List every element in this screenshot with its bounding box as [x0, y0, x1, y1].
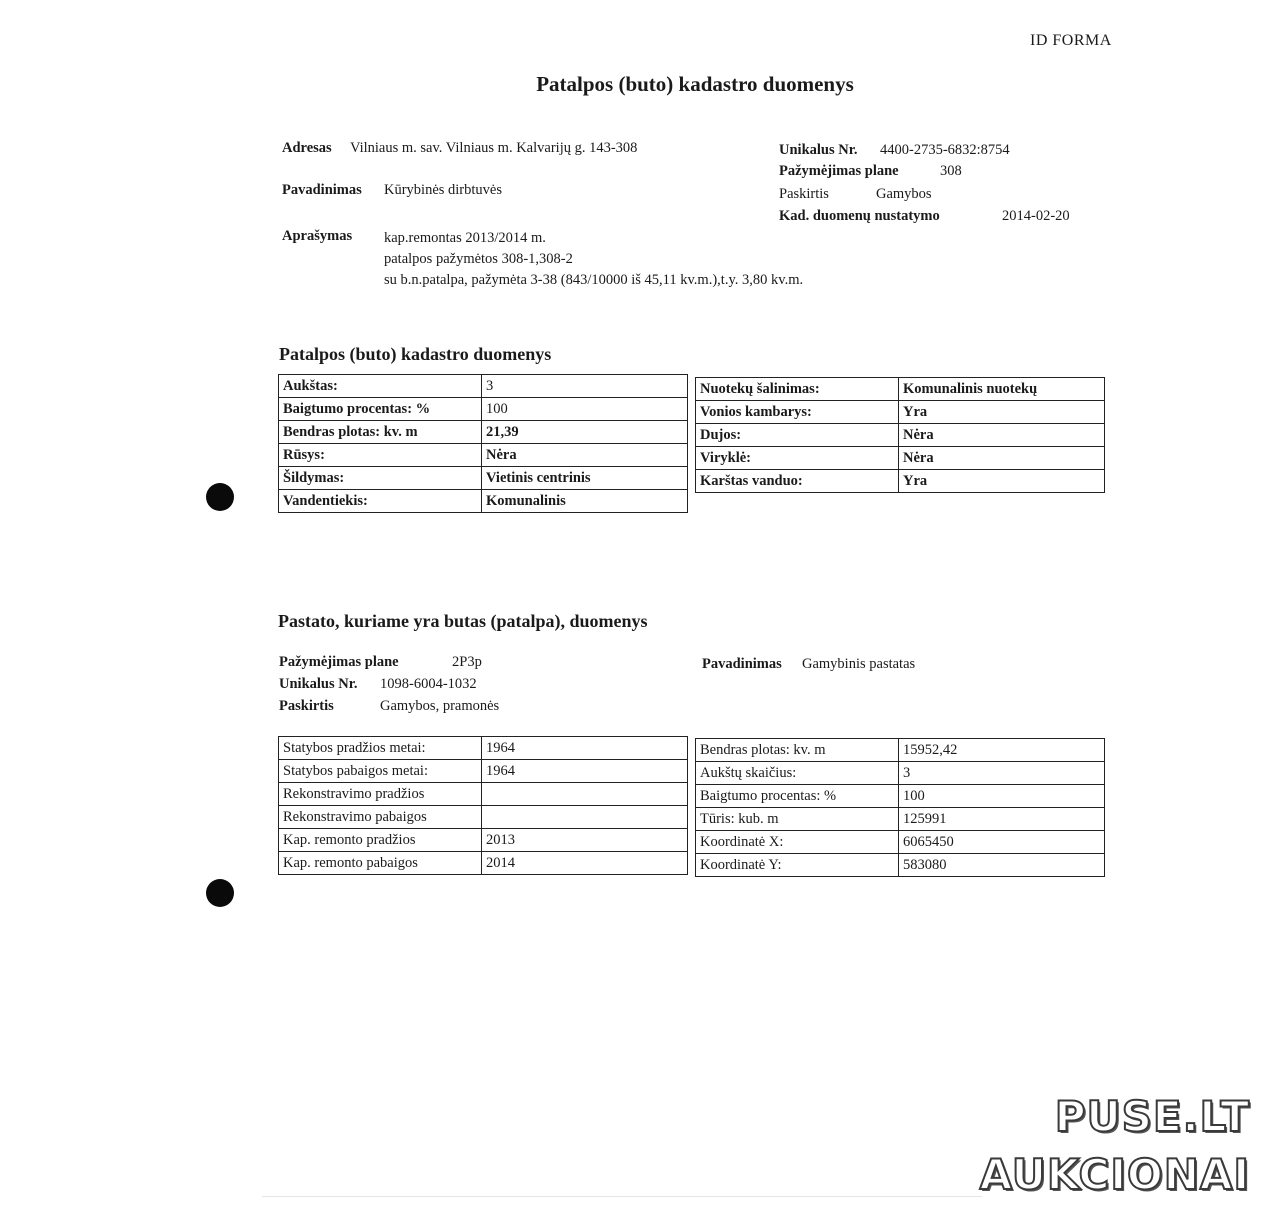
aprasymas-line: su b.n.patalpa, pažymėta 3-38 (843/10000 iš 45,11 kv.m.),t.y. 3,80 kv.m. [384, 272, 804, 288]
table-cell-label: Baigtumo procentas: % [279, 398, 482, 421]
table-row [696, 785, 1105, 808]
aprasymas-line: patalpos pažymėtos 308-1,308-2 [384, 251, 573, 267]
table-cell-value: 100 [899, 785, 1105, 808]
form-id: ID FORMA [1030, 32, 1112, 49]
table-cell-value: Nėra [899, 424, 1105, 447]
watermark-line1: PUSE.LT [1054, 1092, 1250, 1141]
table-cell-label: Šildymas: [279, 467, 482, 490]
aprasymas-lines [384, 228, 803, 291]
table-row [279, 375, 688, 398]
table-cell-value: 6065450 [899, 831, 1105, 854]
bld-pazymejimas-label: Pažymėjimas plane [279, 654, 399, 670]
table-cell-label: Kap. remonto pradžios [279, 829, 482, 852]
table-row [696, 470, 1105, 493]
table-cell-label: Vandentiekis: [279, 490, 482, 513]
table-cell-label: Kap. remonto pabaigos [279, 852, 482, 875]
premises-section-title: Patalpos (buto) kadastro duomenys [279, 344, 552, 364]
paskirtis-value: Gamybos [876, 186, 932, 202]
table-cell-label: Vonios kambarys: [696, 401, 899, 424]
table-cell-label: Koordinatė Y: [696, 854, 899, 877]
scan-edge-line [262, 1196, 982, 1197]
table-cell-label: Bendras plotas: kv. m [696, 739, 899, 762]
pavadinimas-label: Pavadinimas [282, 182, 362, 198]
table-cell-value: Nėra [899, 447, 1105, 470]
table-cell-label: Koordinatė X: [696, 831, 899, 854]
table-cell-label: Dujos: [696, 424, 899, 447]
table-cell-label: Rekonstravimo pabaigos [279, 806, 482, 829]
bld-unikalus-label: Unikalus Nr. [279, 676, 358, 692]
table-cell-value: Vietinis centrinis [482, 467, 688, 490]
table-row [696, 808, 1105, 831]
table-cell-value: 3 [482, 375, 688, 398]
table-row [279, 467, 688, 490]
table-cell-label: Rekonstravimo pradžios [279, 783, 482, 806]
premises-right-table [695, 377, 1105, 493]
punch-hole-bottom [206, 879, 234, 907]
table-cell-value: 2013 [482, 829, 688, 852]
table-row [279, 398, 688, 421]
table-cell-value: Komunalinis [482, 490, 688, 513]
table-cell-label: Tūris: kub. m [696, 808, 899, 831]
title-wrap [0, 72, 1280, 97]
table-cell-value: 2014 [482, 852, 688, 875]
kad-label: Kad. duomenų nustatymo [779, 208, 940, 224]
adresas-value: Vilniaus m. sav. Vilniaus m. Kalvarijų g. 143-308 [350, 140, 638, 156]
bld-pazymejimas-value: 2P3p [452, 654, 482, 670]
table-row [279, 806, 688, 829]
bld-pavadinimas-value: Gamybinis pastatas [802, 656, 916, 672]
table-row [279, 760, 688, 783]
table-cell-label: Nuotekų šalinimas: [696, 378, 899, 401]
aprasymas-line: kap.remontas 2013/2014 m. [384, 230, 546, 246]
table-cell-label: Aukštas: [279, 375, 482, 398]
table-cell-value: 3 [899, 762, 1105, 785]
paskirtis-label: Paskirtis [779, 186, 829, 202]
pazymejimas-value: 308 [940, 163, 962, 179]
pazymejimas-label: Pažymėjimas plane [779, 163, 899, 179]
unikalus-label: Unikalus Nr. [779, 142, 858, 158]
table-cell-label: Rūsys: [279, 444, 482, 467]
table-row [696, 739, 1105, 762]
building-right-table [695, 738, 1105, 877]
table-cell-label: Viryklė: [696, 447, 899, 470]
table-cell-value [482, 806, 688, 829]
unikalus-value: 4400-2735-6832:8754 [880, 142, 1010, 158]
table-row [279, 737, 688, 760]
table-row [696, 854, 1105, 877]
table-cell-value: Nėra [482, 444, 688, 467]
table-cell-value: Yra [899, 470, 1105, 493]
table-row [279, 852, 688, 875]
bld-pavadinimas-label: Pavadinimas [702, 656, 782, 672]
table-cell-value: 15952,42 [899, 739, 1105, 762]
table-row [696, 424, 1105, 447]
table-cell-value: 1964 [482, 737, 688, 760]
bld-paskirtis-value: Gamybos, pramonės [380, 698, 500, 714]
table-cell-label: Baigtumo procentas: % [696, 785, 899, 808]
building-left-table [278, 736, 688, 875]
table-row [696, 378, 1105, 401]
table-row [696, 401, 1105, 424]
bld-paskirtis-label: Paskirtis [279, 698, 334, 714]
table-row [279, 783, 688, 806]
table-row [279, 444, 688, 467]
watermark-line2: AUKCIONAI [979, 1150, 1250, 1199]
kad-value: 2014-02-20 [1002, 208, 1070, 224]
table-row [696, 831, 1105, 854]
table-row [279, 829, 688, 852]
table-cell-value: 1964 [482, 760, 688, 783]
table-cell-value: 100 [482, 398, 688, 421]
adresas-label: Adresas [282, 140, 332, 156]
table-cell-value: 125991 [899, 808, 1105, 831]
aprasymas-label: Aprašymas [282, 228, 353, 244]
table-cell-value: 21,39 [482, 421, 688, 444]
building-section-title: Pastato, kuriame yra butas (patalpa), duomenys [278, 611, 648, 631]
table-cell-value: Yra [899, 401, 1105, 424]
premises-left-table [278, 374, 688, 513]
table-cell-label: Aukštų skaičius: [696, 762, 899, 785]
table-cell-value [482, 783, 688, 806]
bld-unikalus-value: 1098-6004-1032 [380, 676, 477, 692]
page-title: Patalpos (buto) kadastro duomenys [536, 72, 854, 96]
table-row [279, 490, 688, 513]
table-row [696, 762, 1105, 785]
table-row [279, 421, 688, 444]
table-cell-label: Bendras plotas: kv. m [279, 421, 482, 444]
punch-hole-top [206, 483, 234, 511]
table-cell-label: Karštas vanduo: [696, 470, 899, 493]
table-cell-value: Komunalinis nuotekų [899, 378, 1105, 401]
pavadinimas-value: Kūrybinės dirbtuvės [384, 182, 502, 198]
table-row [696, 447, 1105, 470]
table-cell-value: 583080 [899, 854, 1105, 877]
table-cell-label: Statybos pabaigos metai: [279, 760, 482, 783]
table-cell-label: Statybos pradžios metai: [279, 737, 482, 760]
